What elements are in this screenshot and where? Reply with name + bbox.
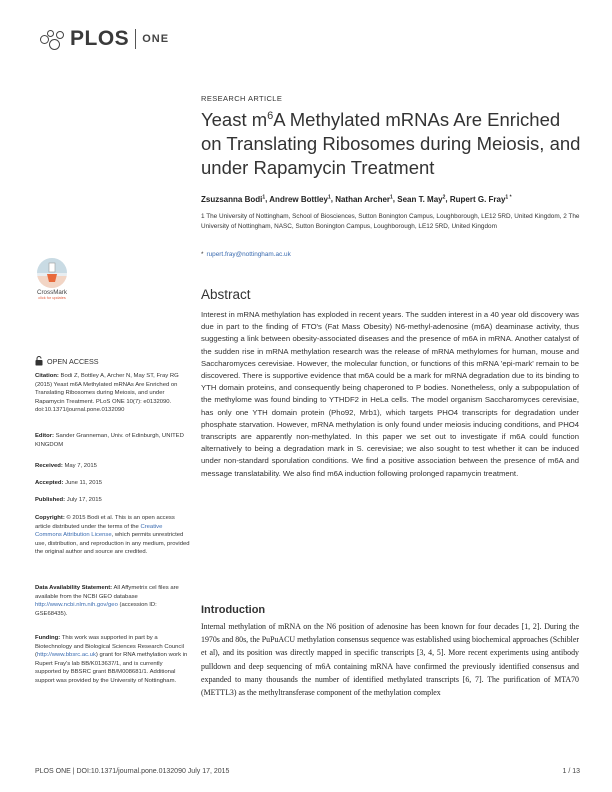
- funding-block: Funding: This work was supported in part by a Biotechnology and Biological Sciences Research Council (http://www.bbsrc.ac.uk) grant for RNA methylation work in Rupert Fray's lab BB/K013637/1, and is currently supported by BBSRC grant BB/M008681/1. Additional support was provided by the University of Nottingham.: [35, 635, 188, 684]
- author-list: Zsuzsanna Bodi$^1$, Andrew Bottley$^1$, Nathan Archer$^1$, Sean T. May$^2$, Rupert G. Fray$^{1 *}$: [201, 194, 512, 204]
- crossmark-sublabel: click for updates: [38, 296, 66, 300]
- citation-block: Citation: Bodi Z, Bottley A, Archer N, May ST, Fray RG (2015) Yeast m6A Methylated mRNAs Are Enriched on Translating Ribosomes during Meiosis, and under Rapamycin Treatment. PLoS ONE 10(7): e0132090. doi:10.1371/journal.pone.0132090: [35, 373, 179, 414]
- plos-dots-icon: [40, 28, 66, 50]
- abstract-heading: Abstract: [201, 287, 251, 302]
- corresponding-email[interactable]: * rupert.fray@nottingham.ac.uk: [201, 251, 291, 258]
- introduction-heading: Introduction: [201, 604, 266, 616]
- received-block: Received: May 7, 2015: [35, 463, 97, 469]
- data-availability-block: Data Availability Statement: All Affymetrix cel files are available from the NCBI GEO database http://www.ncbi.nlm.nih.gov/geo (accession ID: GSE68435).: [35, 585, 179, 617]
- author-name: Zsuzsanna Bodi$^1$: [201, 194, 266, 204]
- author-name: Nathan Archer$^1$: [335, 194, 393, 204]
- author-name: Andrew Bottley$^1$: [269, 194, 331, 204]
- affiliations: 1 The University of Nottingham, School of Biosciences, Sutton Bonington Campus, Loughborough, LE12 5RD, United Kingdom, 2 The University of Nottingham, NASC, Sutton Bonington Campus, Loughborough, LE12 5RD, United Kingdom: [201, 213, 580, 230]
- plos-logo: [40, 27, 169, 51]
- abstract-text: Interest in mRNA methylation has exploded in recent years. The sudden interest in a 40 year old discovery was due in part to the finding of FTO's (Fat Mass Obesity) N6-methyl-adenosine (m6A) deaminase activity, thus suggesting a link between obesity-associated diseases and the presence of m6A in mRNA. Another catalyst of the sudden rise in mRNA methylation research was the release of mRNA methylomes for human, mouse and Saccharomyces cerevisiae. However, the molecular function, or functions of this mRNA 'epi-mark' remain to be discovered. There is supportive evidence that m6A could be a mark for mRNA degradation due to its binding to YTH domain proteins, and consequently being chaperoned to P bodies. Nonetheless, only a subpopulation of the methylome was found binding to YTHDF2 in HeLa cells. The model organism Saccharomyces cerevisiae, has only one YTH domain protein (Pho92, Mrb1), which targets PHO4 transcripts for degradation under phosphate starvation. However, mRNA methylation is only found under meiosis inducing conditions, and PHO4 transcripts are apparently non-methylated. In this paper we set out to investigate if m6A could function alternatively to being a degradation mark in S. cerevisiae; we also sought to test whether it can be induced under non-standard sporulation conditions. We find a positive association between the presence of m6A and message translatability. We also find m6A induction following prolonged rapamycin treatment.: [201, 310, 579, 478]
- editor-block: Editor: Sander Granneman, Univ. of Edinburgh, UNITED KINGDOM: [35, 433, 184, 448]
- open-lock-icon: [35, 356, 43, 366]
- page-number: 1 / 13: [562, 768, 580, 775]
- logo-wordmark: PLOS: [70, 27, 130, 50]
- article-type: RESEARCH ARTICLE: [201, 94, 283, 103]
- introduction-text: Internal methylation of mRNA on the N6 position of adenosine has been known for four decades [1, 2]. During the 1970s and 80s, the PuPuACU methylation consensus sequence was established using biochemical approaches (Schibler et al), and its position was directly mapped in specific transcripts [3, 4, 5]. More recent experiments using antibody pulldown and deep sequencing of m6A containing mRNA have confirmed the previously identified consensus and expanded to many thousands the number of identified methylated transcripts [6, 7]. The purification of MTA70 (METTL3) as the methyltransferase component of the methylation complex: [201, 622, 579, 698]
- accepted-block: Accepted: June 11, 2015: [35, 480, 103, 486]
- page-footer: [35, 768, 580, 775]
- logo-separator: [135, 29, 136, 49]
- article-title: Yeast $m^6A$ Methylated mRNAs Are Enriched on Translating Ribosomes during Meiosis, and under Rapamycin Treatment: [201, 109, 581, 179]
- license-link[interactable]: Creative Commons Attribution License: [35, 523, 163, 539]
- bbsrc-link[interactable]: http://www.bbsrc.ac.uk: [36, 652, 96, 659]
- author-name: Rupert G. Fray$^{1 *}$: [449, 194, 512, 204]
- logo-journal: ONE: [142, 33, 170, 45]
- copyright-block: Copyright: © 2015 Bodi et al. This is an open access article distributed under the terms of the Creative Commons Attribution License, which permits unrestricted use, distribution, and reproduction in any medium, provided the original author and source are credited.: [35, 515, 190, 556]
- published-block: Published: July 17, 2015: [35, 497, 102, 503]
- crossmark-badge[interactable]: [34, 258, 70, 300]
- crossmark-icon: [37, 258, 67, 288]
- author-name: Sean T. May$^2$: [397, 194, 446, 204]
- geo-link[interactable]: http://www.ncbi.nlm.nih.gov/geo: [35, 602, 118, 609]
- footer-citation: PLOS ONE | DOI:10.1371/journal.pone.0132090 July 17, 2015: [35, 768, 230, 775]
- open-access: OPEN ACCESS: [35, 356, 99, 366]
- crossmark-label: CrossMark: [37, 289, 67, 296]
